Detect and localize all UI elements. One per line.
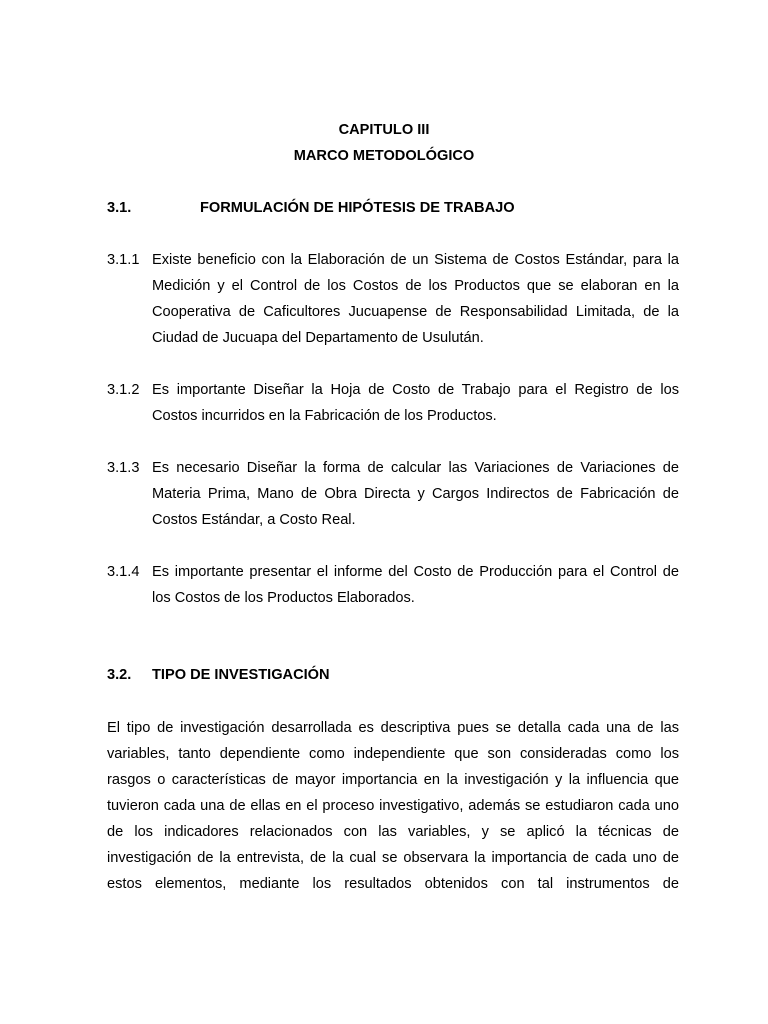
hypothesis-item: [107, 377, 679, 429]
section-number: 3.1.: [107, 200, 132, 216]
chapter-title: MARCO METODOLÓGICO: [293, 148, 475, 164]
section-title: FORMULACIÓN DE HIPÓTESIS DE TRABAJO: [200, 200, 515, 216]
chapter-heading: CAPITULO III: [338, 122, 430, 138]
hypothesis-text: Es importante Diseñar la Hoja de Costo de Trabajo para el Registro de los Costos incurridos en la Fabricación de los Productos.: [152, 382, 679, 424]
section-number: 3.2.: [107, 667, 132, 683]
hypothesis-text: Existe beneficio con la Elaboración de un Sistema de Costos Estándar, para la Medición y el Control de los Costos de los Productos que se elaboran en la Cooperativa de Caficultores Jucuapense de Responsabilidad Limitada, de la Ciudad de Jucuapa del Departamento de Usulután.: [152, 252, 679, 346]
hypothesis-number: 3.1.2: [107, 382, 140, 398]
hypothesis-item: [107, 247, 679, 351]
section-title: TIPO DE INVESTIGACIÓN: [152, 667, 330, 683]
hypothesis-number: 3.1.1: [107, 252, 140, 268]
hypothesis-item: [107, 559, 679, 611]
hypothesis-item: [107, 455, 679, 533]
hypothesis-text: Es importante presentar el informe del Costo de Producción para el Control de los Costos de los Productos Elaborados.: [152, 564, 679, 606]
body-paragraph: El tipo de investigación desarrollada es descriptiva pues se detalla cada una de las variables, tanto dependiente como independiente que son consideradas como los rasgos o características de mayor importancia en la investigación y la influencia que tuvieron cada una de ellas en el proceso investigativo, además se estudiaron cada uno de los indicadores relacionados con las variables, y se aplicó la técnicas de investigación de la entrevista, de la cual se observara la importancia de cada uno de estos elementos, mediante los resultados obtenidos con tal instrumentos de: [107, 720, 679, 892]
hypothesis-number: 3.1.3: [107, 460, 140, 476]
hypothesis-number: 3.1.4: [107, 564, 140, 580]
hypothesis-text: Es necesario Diseñar la forma de calcular las Variaciones de Variaciones de Materia Prima, Mano de Obra Directa y Cargos Indirectos de Fabricación de Costos Estándar, a Costo Real.: [152, 460, 679, 528]
